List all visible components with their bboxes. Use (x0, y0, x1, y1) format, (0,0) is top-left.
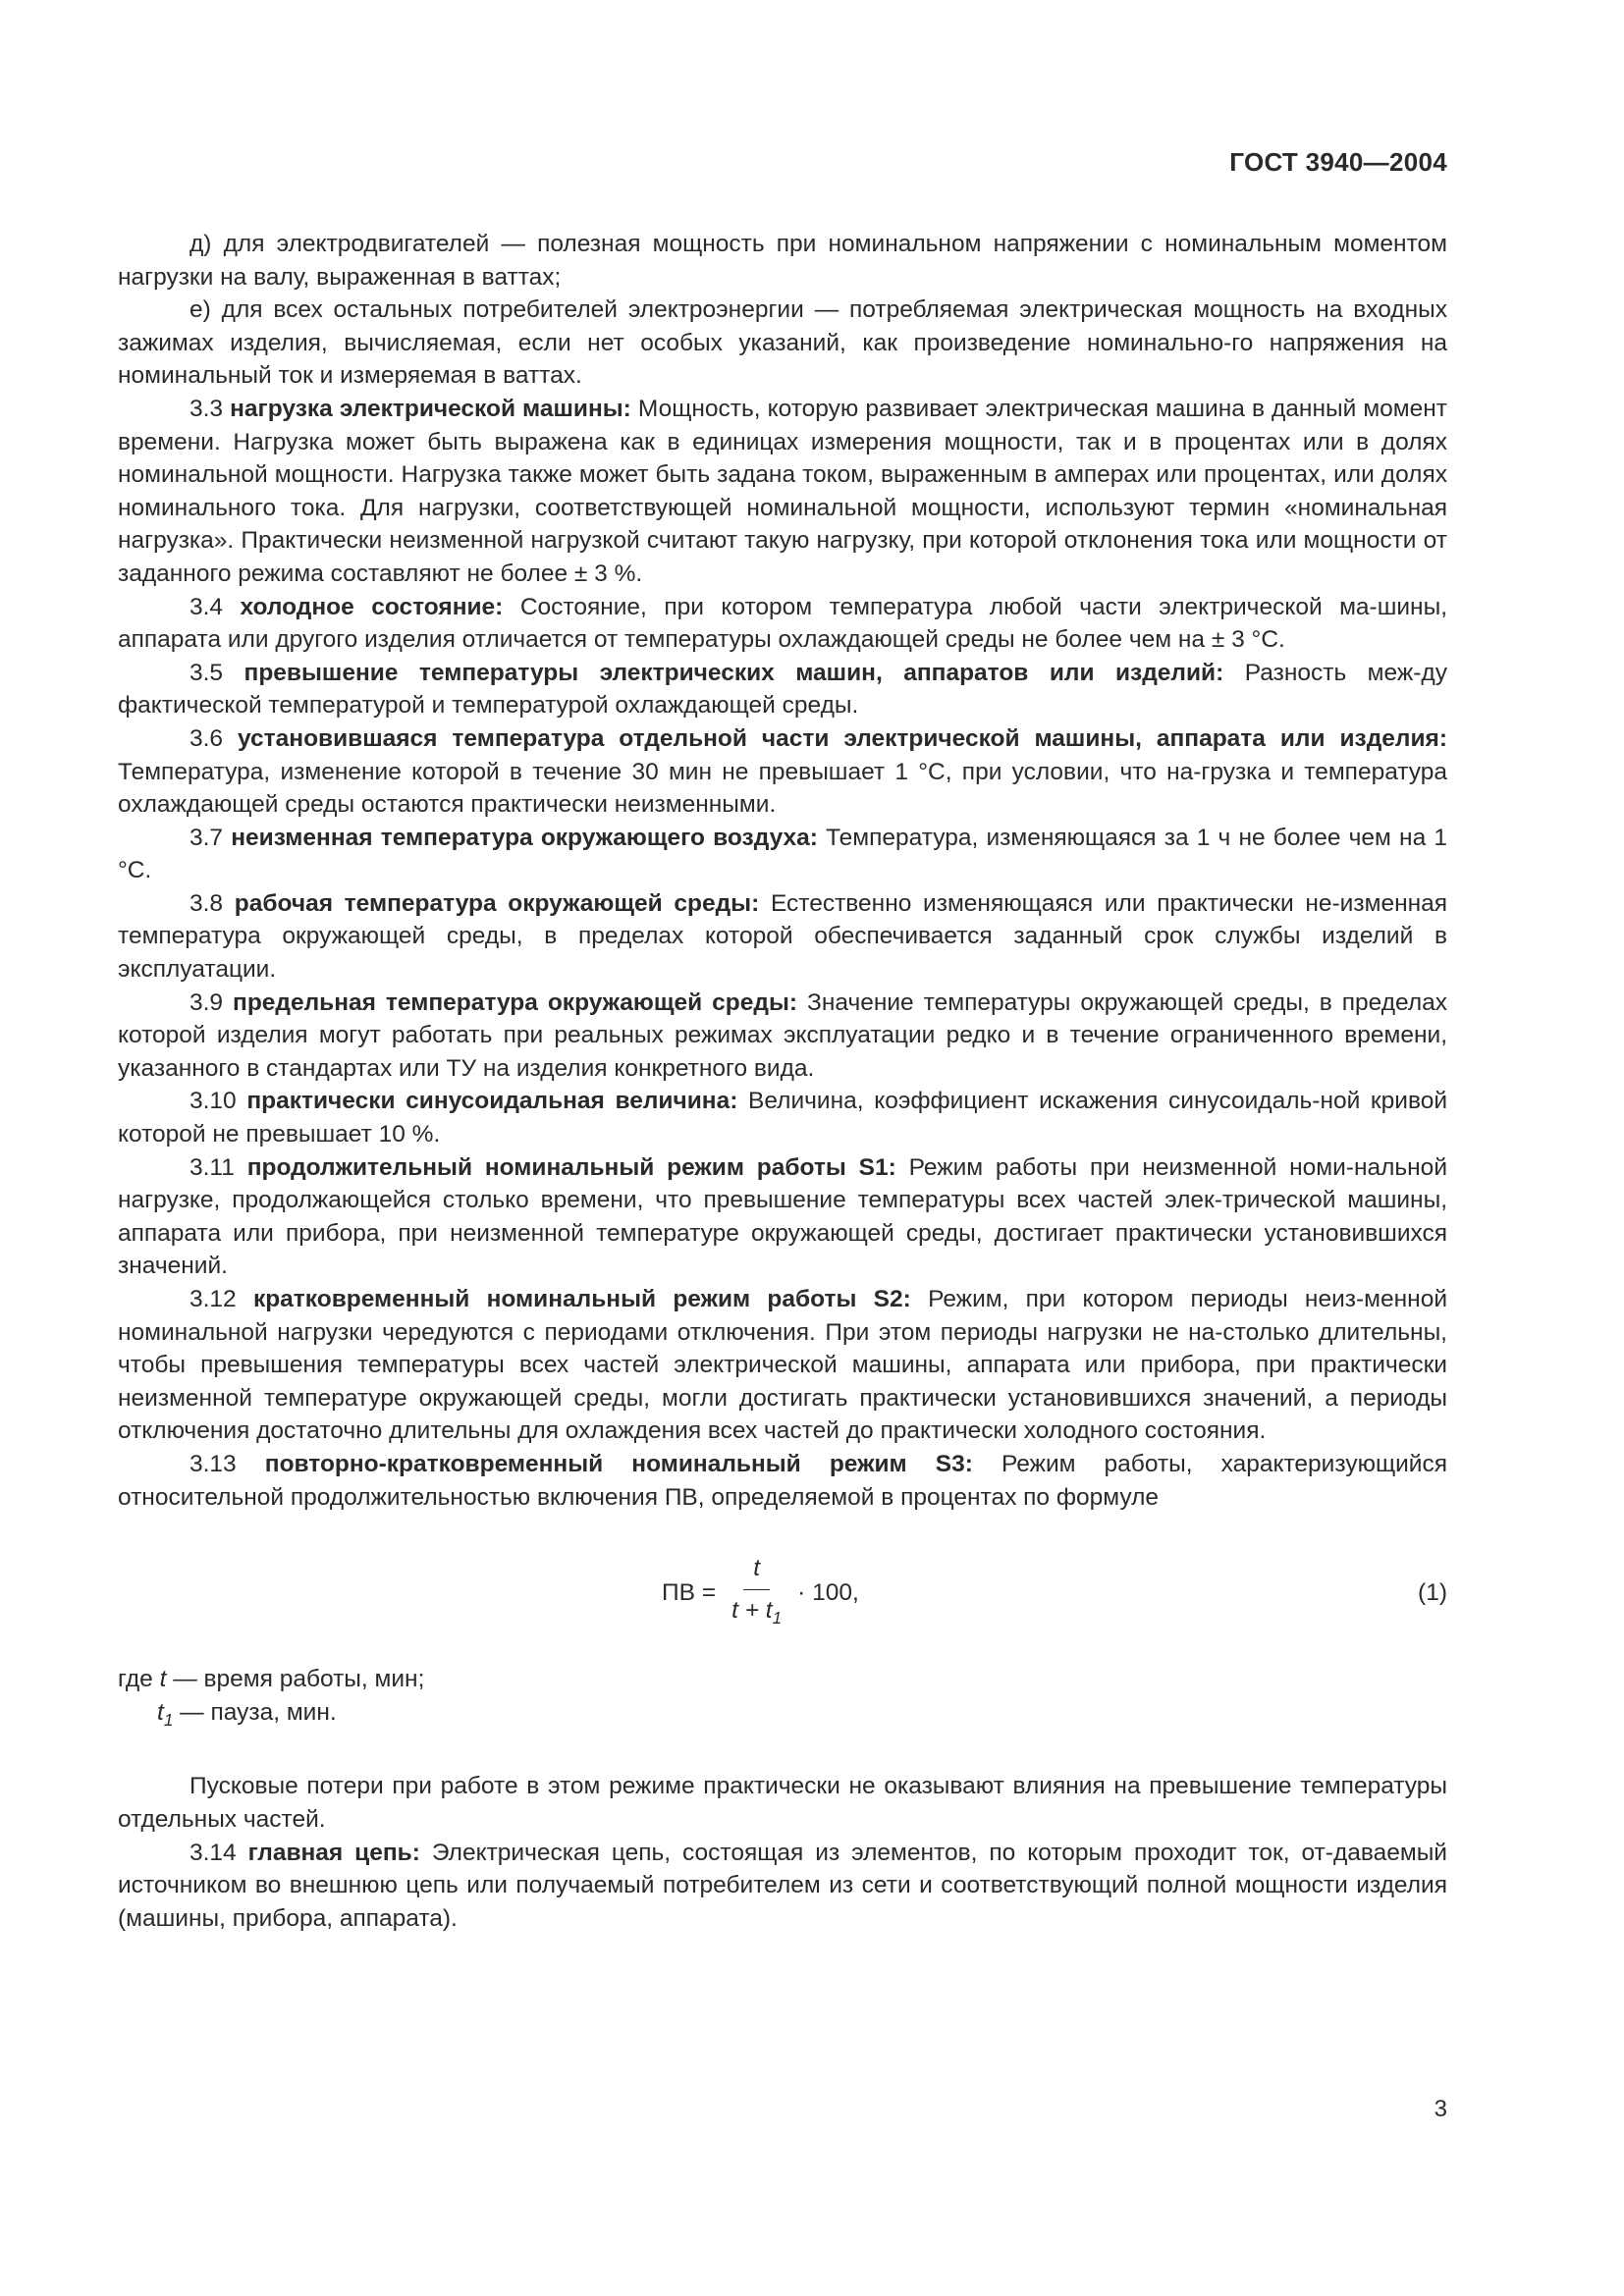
clause-text: Режим работы, характеризующийся относительной продолжительностью включения ПВ, определяемой в процентах по формуле (118, 1450, 1447, 1511)
clause-text: Температура, изменяющаяся за 1 ч не более чем на 1 °C. (118, 824, 1447, 884)
clause-3-10 (118, 1085, 1447, 1150)
clause-3-11 (118, 1151, 1447, 1283)
denominator-main: t + t (731, 1596, 773, 1624)
clause-number: 3.6 (189, 724, 224, 752)
clause-term: кратковременный номинальный режим работы S2: (252, 1286, 911, 1312)
document-header: ГОСТ 3940—2004 (1229, 147, 1447, 177)
clause-3-13 (118, 1448, 1447, 1514)
clause-term: практически синусоидальная величина: (246, 1088, 738, 1115)
clause-term: нагрузка электрической машины: (230, 395, 631, 422)
clause-number: 3.10 (189, 1088, 237, 1115)
formula-denominator (722, 1590, 791, 1635)
formula-fraction (722, 1552, 791, 1634)
formula-legend (118, 1663, 1447, 1736)
formula-block (118, 1539, 1447, 1647)
legend-symbol-t: t (159, 1666, 167, 1693)
clause-3-8 (118, 887, 1447, 987)
clause-number: 3.5 (189, 659, 224, 686)
clause-3-9 (118, 987, 1447, 1086)
paragraph-d: д) для электродвигателей — полезная мощность при номинальном напряжении с номинальным моментом нагрузки на валу, выраженная в ваттах; (118, 231, 1447, 291)
document-body (118, 228, 1447, 1935)
clause-text: Разность меж-ду фактической температурой и температурой охлаждающей среды. (118, 659, 1447, 720)
clause-3-6 (118, 722, 1447, 822)
clause-number: 3.14 (189, 1839, 237, 1866)
clause-number: 3.12 (189, 1286, 237, 1312)
clause-number: 3.11 (189, 1153, 235, 1181)
clause-term: холодное состояние: (240, 593, 504, 620)
legend-desc-t1: — пауза, мин. (180, 1698, 337, 1726)
legend-symbol-t1-main: t (157, 1698, 164, 1726)
paragraph-start-losses: Пусковые потери при работе в этом режиме практически не оказывают влияния на превышение температуры отдельных частей. (118, 1773, 1447, 1833)
formula-rhs: · 100, (797, 1579, 859, 1607)
clause-term: установившаяся температура отдельной части электрической машины, аппарата или изделия: (238, 724, 1447, 752)
legend-line-t1 (118, 1696, 1447, 1737)
clause-term: продолжительный номинальный режим работы S1: (246, 1153, 896, 1181)
clause-number: 3.3 (189, 395, 224, 422)
clause-text: Температура, изменение которой в течение 30 мин не превышает 1 °C, при условии, что на-грузка и температура охлаждающей среды остаются практически неизменными. (118, 758, 1447, 819)
clause-term: повторно-кратковременный номинальный режим S3: (264, 1450, 973, 1477)
formula-pv (662, 1539, 859, 1647)
clause-3-5 (118, 657, 1447, 722)
clause-term: рабочая температура окружающей среды: (234, 889, 760, 917)
clause-number: 3.8 (189, 889, 224, 917)
paragraph-e: е) для всех остальных потребителей электроэнергии — потребляемая электрическая мощность на входных зажимах изделия, вычисляемая, если нет особых указаний, как произведение номинально-го напряжения на номинальный ток и измеряемая в ваттах. (118, 296, 1447, 390)
formula-number: (1) (1418, 1579, 1447, 1607)
clause-term: превышение температуры электрических машин, аппаратов или изделий: (244, 659, 1224, 686)
formula-lhs: ПВ = (662, 1579, 717, 1607)
clause-text: Значение температуры окружающей среды, в пределах которой изделия могут работать при реальных режимах эксплуатации редко и в течение ограниченного времени, указанного в стандартах или ТУ на изделия конкретного вида. (118, 988, 1448, 1082)
legend-where-word: где (118, 1666, 153, 1693)
clause-text: Электрическая цепь, состоящая из элементов, по которым проходит ток, от-даваемый источником во внешнюю цепь или получаемый потребителем из сети и соответствующий полной мощности изделия (машины, прибора, аппарата). (118, 1839, 1447, 1932)
page-number: 3 (1434, 2096, 1447, 2122)
legend-symbol-t1 (157, 1698, 174, 1730)
clause-term: главная цепь: (247, 1839, 420, 1866)
clause-term: неизменная температура окружающего воздуха: (231, 824, 818, 851)
clause-3-12 (118, 1283, 1447, 1448)
clause-text: Величина, коэффициент искажения синусоидаль-ной кривой которой не превышает 10 %. (118, 1088, 1448, 1148)
legend-line-t (118, 1663, 1447, 1696)
clause-text: Состояние, при котором температура любой части электрической ма-шины, аппарата или другого изделия отличается от температуры охлаждающей среды не более чем на ± 3 °C. (118, 593, 1448, 654)
clause-number: 3.7 (189, 824, 224, 851)
clause-number: 3.9 (189, 988, 224, 1016)
clause-number: 3.13 (189, 1450, 237, 1477)
clause-term: предельная температура окружающей среды: (233, 988, 798, 1016)
formula-numerator: t (743, 1552, 770, 1590)
clause-text: Естественно изменяющаяся или практически не-изменная температура окружающей среды, в пределах которой обеспечивается заданный срок службы изделий в эксплуатации. (118, 889, 1448, 984)
clause-text: Режим, при котором периоды неиз-менной номинальной нагрузки чередуются с периодами отключения. При этом периоды нагрузки не на-столько длительны, чтобы превышения температуры всех частей электрической машины, аппарата или прибора, при практически неизменной температуре окружающей среды, могли достигать практически установившихся значений, а периоды отключения достаточно длительны для охлаждения всех частей до практически холодного состояния. (118, 1286, 1448, 1445)
denominator-subscript: 1 (772, 1607, 783, 1628)
clause-3-3 (118, 393, 1447, 591)
clause-3-4 (118, 591, 1447, 657)
clause-text: Режим работы при неизменной номи-нальной нагрузке, продолжающейся столько времени, что превышение температуры всех частей элек-трической машины, аппарата или прибора, при неизменной температуре окружающей среды, достигает практически установившихся значений. (118, 1153, 1447, 1280)
legend-desc-t: — время работы, мин; (173, 1666, 425, 1693)
clause-3-7 (118, 822, 1447, 887)
legend-symbol-t1-sub: 1 (163, 1709, 174, 1730)
clause-3-14 (118, 1837, 1447, 1936)
clause-number: 3.4 (189, 593, 224, 620)
clause-text: Мощность, которую развивает электрическая машина в данный момент времени. Нагрузка может быть выражена как в единицах измерения мощности, так и в процентах или в долях номинальной мощности. Нагрузка также может быть задана током, выраженным в амперах или процентах, или долях номинального тока. Для нагрузки, соответствующей номинальной мощности, используют термин «номинальная нагрузка». Практически неизменной нагрузкой считают такую нагрузку, при которой отклонения тока или мощности от заданного режима составляют не более ± 3 %. (118, 395, 1448, 587)
